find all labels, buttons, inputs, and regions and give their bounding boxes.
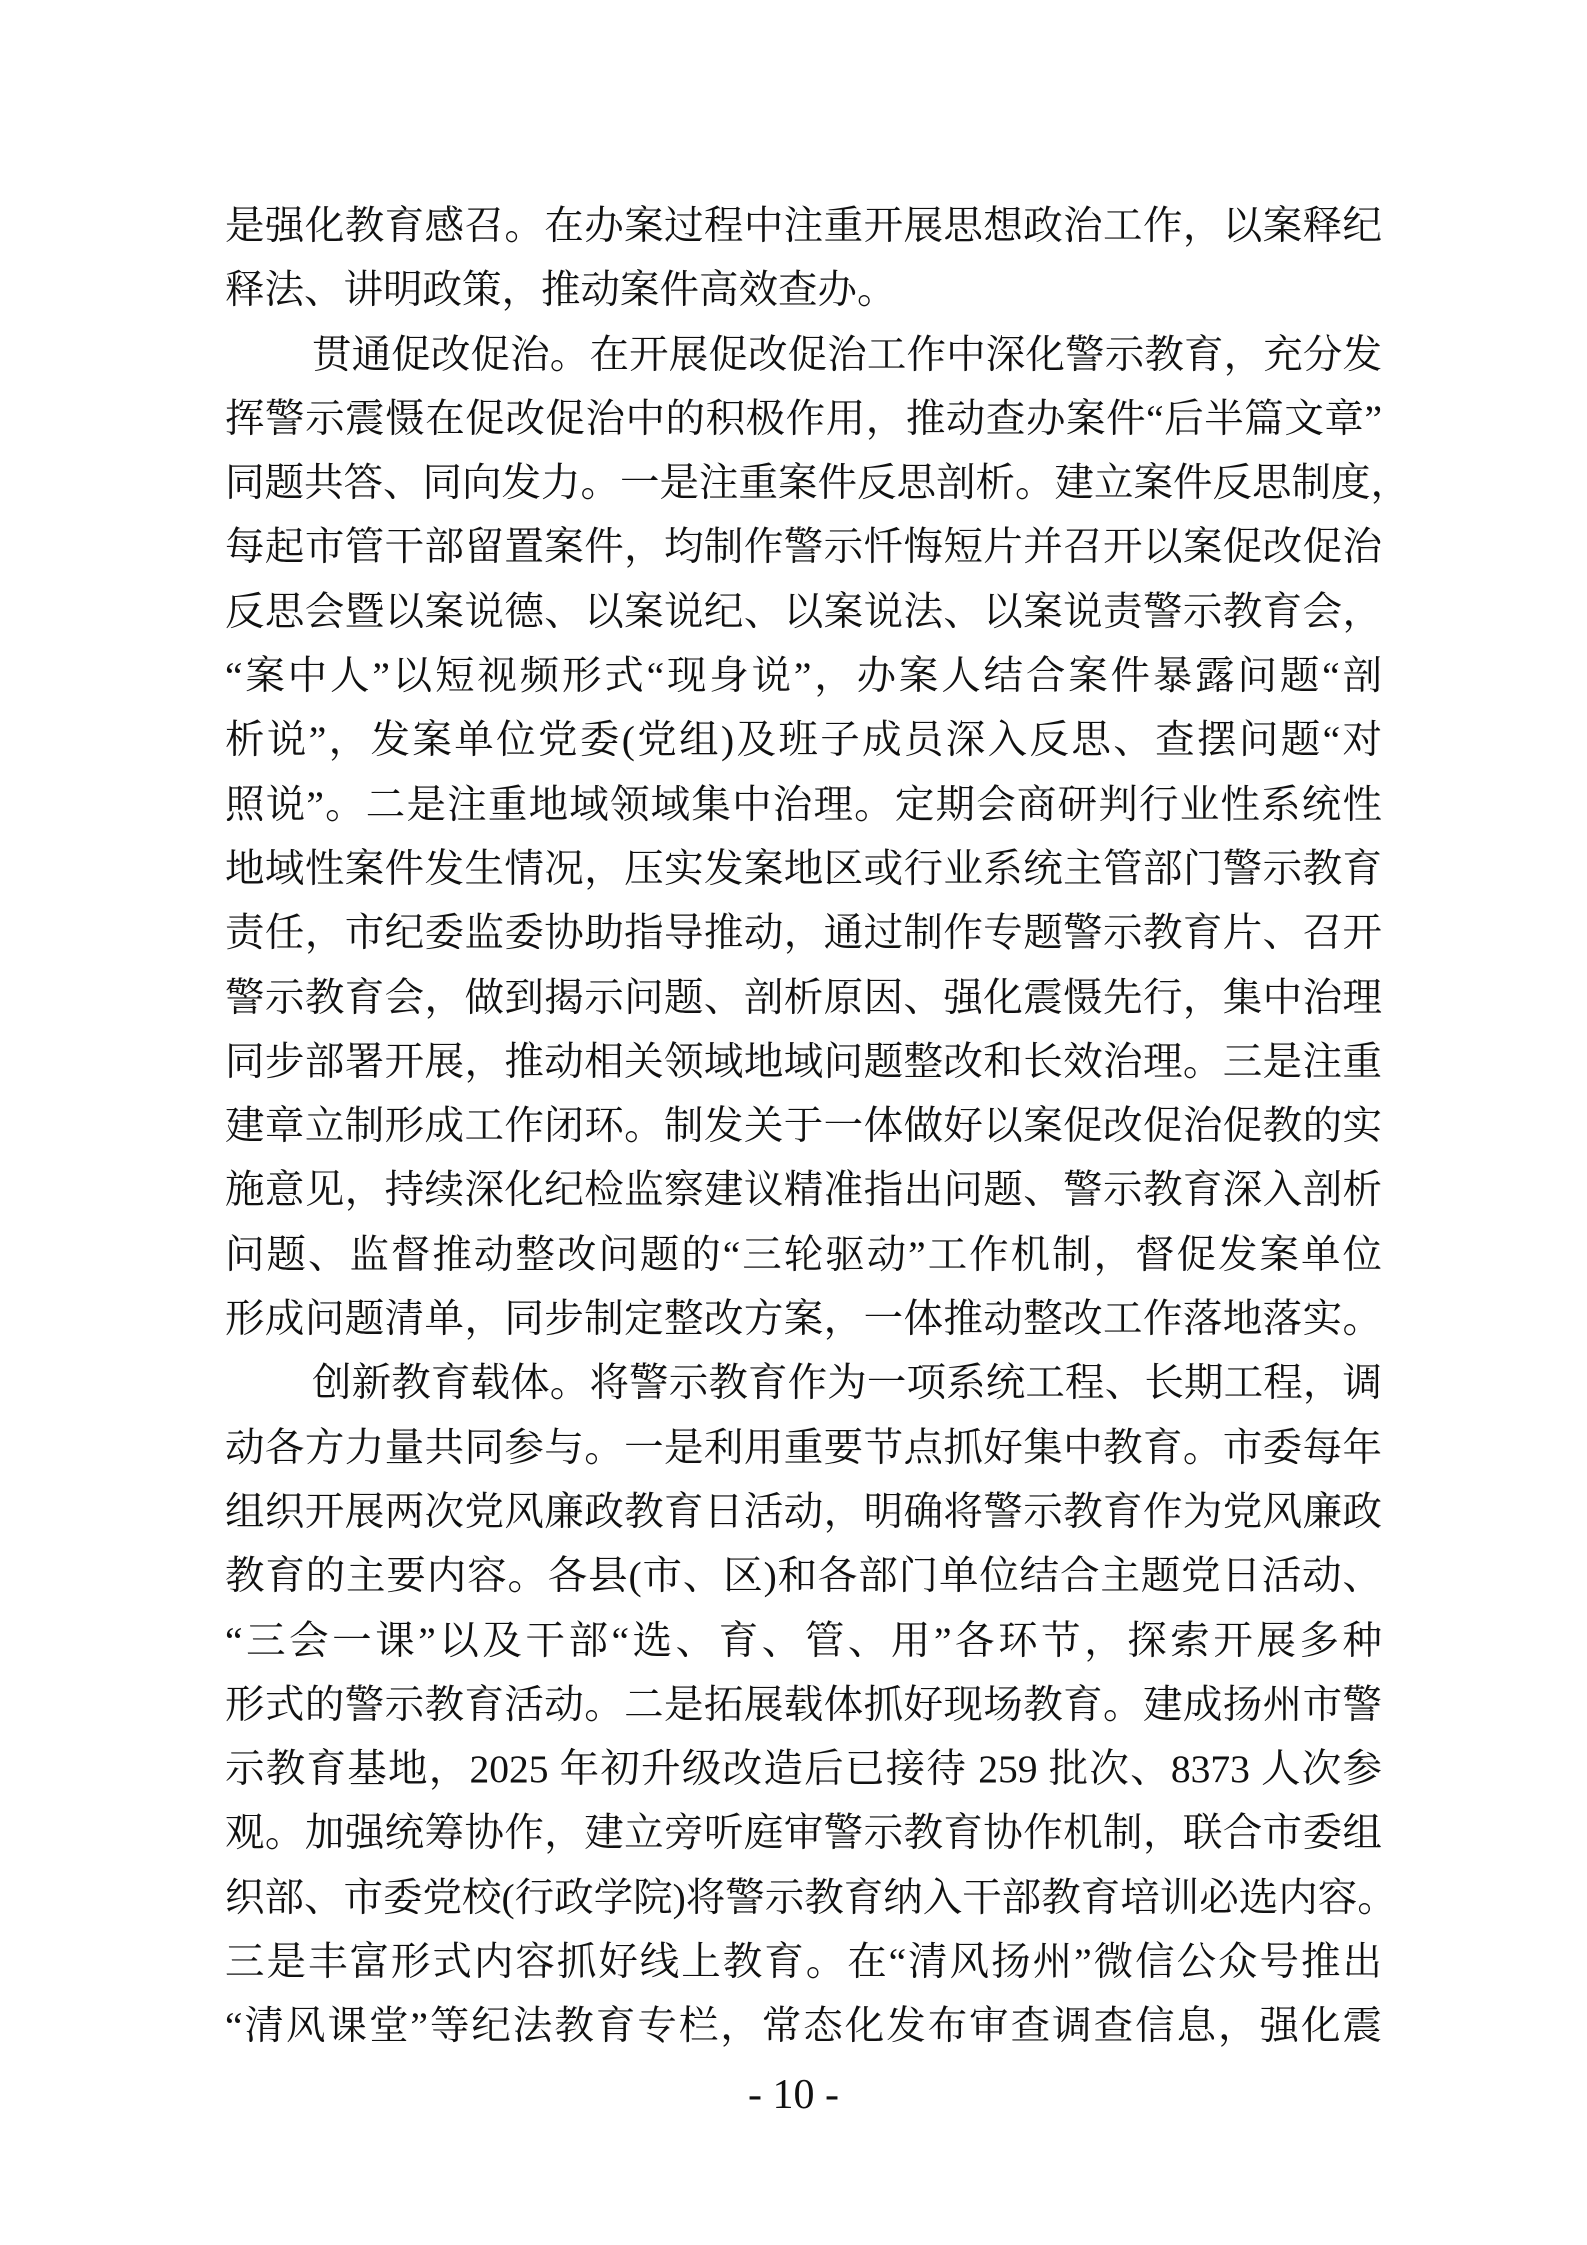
- text-line: 地域性案件发生情况，压实发案地区或行业系统主管部门警示教育: [225, 846, 1382, 891]
- text-line: 问题、监督推动整改问题的“三轮驱动”工作机制，督促发案单位: [225, 1232, 1382, 1277]
- text-line: 动各方力量共同参与。一是利用重要节点抓好集中教育。市委每年: [225, 1425, 1382, 1470]
- text-line: 教育的主要内容。各县(市、区)和各部门单位结合主题党日活动、: [225, 1554, 1382, 1599]
- text-line: 形式的警示教育活动。二是拓展载体抓好现场教育。建成扬州市警: [225, 1682, 1382, 1727]
- text-block: [225, 194, 1410, 2059]
- text-line: “清风课堂”等纪法教育专栏，常态化发布审查调查信息，强化震: [225, 2004, 1382, 2049]
- text-line: 责任，市纪委监委协助指导推动，通过制作专题警示教育片、召开: [225, 911, 1382, 956]
- text-line: 贯通促改促治。在开展促改促治工作中深化警示教育，充分发: [312, 332, 1382, 377]
- text-line: 每起市管干部留置案件，均制作警示忏悔短片并召开以案促改促治: [225, 525, 1382, 570]
- text-line: 是强化教育感召。在办案过程中注重开展思想政治工作，以案释纪: [225, 204, 1382, 248]
- page-number: - 10 -: [748, 2072, 839, 2118]
- text-line: 形成问题清单，同步制定整改方案，一体推动整改工作落地落实。: [225, 1297, 1382, 1342]
- text-line: 观。加强统筹协作，建立旁听庭审警示教育协作机制，联合市委组: [225, 1811, 1382, 1856]
- text-line: 同步部署开展，推动相关领域地域问题整改和长效治理。三是注重: [225, 1039, 1382, 1084]
- text-line: 组织开展两次党风廉政教育日活动，明确将警示教育作为党风廉政: [225, 1489, 1382, 1534]
- text-line: “案中人”以短视频形式“现身说”，办案人结合案件暴露问题“剖: [225, 654, 1382, 699]
- text-line: 织部、市委党校(行政学院)将警示教育纳入干部教育培训必选内容。: [225, 1875, 1397, 1920]
- text-line: 照说”。二是注重地域领域集中治理。定期会商研判行业性系统性: [225, 782, 1382, 827]
- text-line: 反思会暨以案说德、以案说纪、以案说法、以案说责警示教育会，: [225, 589, 1382, 634]
- text-line: 施意见，持续深化纪检监察建议精准指出问题、警示教育深入剖析: [225, 1168, 1382, 1213]
- text-line: 挥警示震慑在促改促治中的积极作用，推动查办案件“后半篇文章”: [225, 396, 1382, 441]
- text-line: 警示教育会，做到揭示问题、剖析原因、强化震慑先行，集中治理: [225, 975, 1382, 1020]
- text-line: 三是丰富形式内容抓好线上教育。在“清风扬州”微信公众号推出: [225, 1940, 1382, 1985]
- text-line: 建章立制形成工作闭环。制发关于一体做好以案促改促治促教的实: [225, 1104, 1382, 1149]
- text-line: 创新教育载体。将警示教育作为一项系统工程、长期工程，调: [312, 1361, 1382, 1406]
- text-line: 析说”，发案单位党委(党组)及班子成员深入反思、查摆问题“对: [225, 718, 1382, 763]
- text-line: 示教育基地，2025 年初升级改造后已接待 259 批次、8373 人次参: [225, 1747, 1382, 1792]
- text-line: 释法、讲明政策，推动案件高效查办。: [225, 268, 897, 313]
- text-line: 同题共答、同向发力。一是注重案件反思剖析。建立案件反思制度，: [225, 461, 1410, 506]
- text-line: “三会一课”以及干部“选、育、管、用”各环节，探索开展多种: [225, 1618, 1382, 1663]
